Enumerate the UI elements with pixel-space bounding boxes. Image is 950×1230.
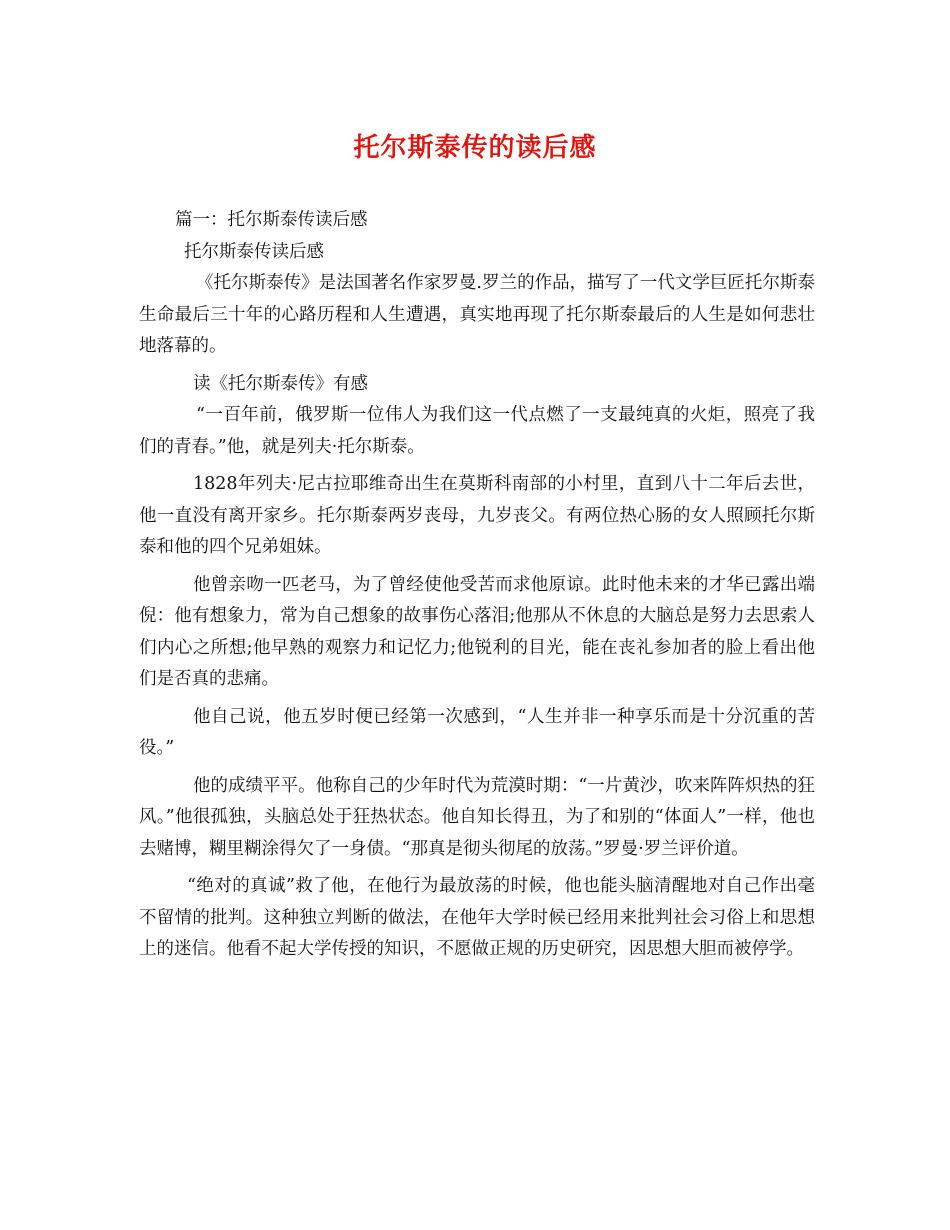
section-heading: 篇一：托尔斯泰传读后感 xyxy=(175,210,368,230)
subsection-heading: 读《托尔斯泰传》有感 xyxy=(193,373,368,394)
paragraph: 他自己说，他五岁时便已经第一次感到，“人生并非一种享乐而是十分沉重的苦役。” xyxy=(139,706,815,758)
paragraph: 《托尔斯泰传》是法国著名作家罗曼.罗兰的作品，描写了一代文学巨匠托尔斯泰生命最后三十年的心路历程和人生遭遇，真实地再现了托尔斯泰最后的人生是如何悲壮地落幕的。 xyxy=(139,273,815,356)
paragraph: 1828年列夫·尼古拉耶维奇出生在莫斯科南部的小村里，直到八十二年后去世，他一直没有离开家乡。托尔斯泰两岁丧母，九岁丧父。有两位热心肠的女人照顾托尔斯泰和他的四个兄弟姐妹。 xyxy=(139,474,815,557)
paragraph: 他曾亲吻一匹老马，为了曾经使他受苦而求他原谅。此时他未来的才华已露出端倪：他有想象力，常为自己想象的故事伤心落泪;他那从不休息的大脑总是努力去思索人们内心之所想;他早熟的观察力和记忆力;他锐利的目光，能在丧礼参加者的脸上看出他们是否真的悲痛。 xyxy=(139,574,815,689)
paragraph: “一百年前，俄罗斯一位伟人为我们这一代点燃了一支最纯真的火炬，照亮了我们的青春。”他，就是列夫·托尔斯泰。 xyxy=(139,405,815,457)
document-title: 托尔斯泰传的读后感 xyxy=(353,133,597,163)
subsection-heading: 托尔斯泰传读后感 xyxy=(184,241,324,262)
paragraph: 他的成绩平平。他称自己的少年时代为荒漠时期：“一片黄沙，吹来阵阵炽热的狂风。”他很孤独，头脑总处于狂热状态。他自知长得丑，为了和别的“体面人”一样，他也去赌博，糊里糊涂得欠了一身债。“那真是彻头彻尾的放荡。”罗曼·罗兰评价道。 xyxy=(139,775,815,859)
paragraph: “绝对的真诚”救了他，在他行为最放荡的时候，他也能头脑清醒地对自己作出毫不留情的批判。这种独立判断的做法，在他年大学时候已经用来批判社会习俗上和思想上的迷信。他看不起大学传授的知识，不愿做正规的历史研究，因思想大胆而被停学。 xyxy=(139,876,815,959)
document-body xyxy=(139,205,815,966)
